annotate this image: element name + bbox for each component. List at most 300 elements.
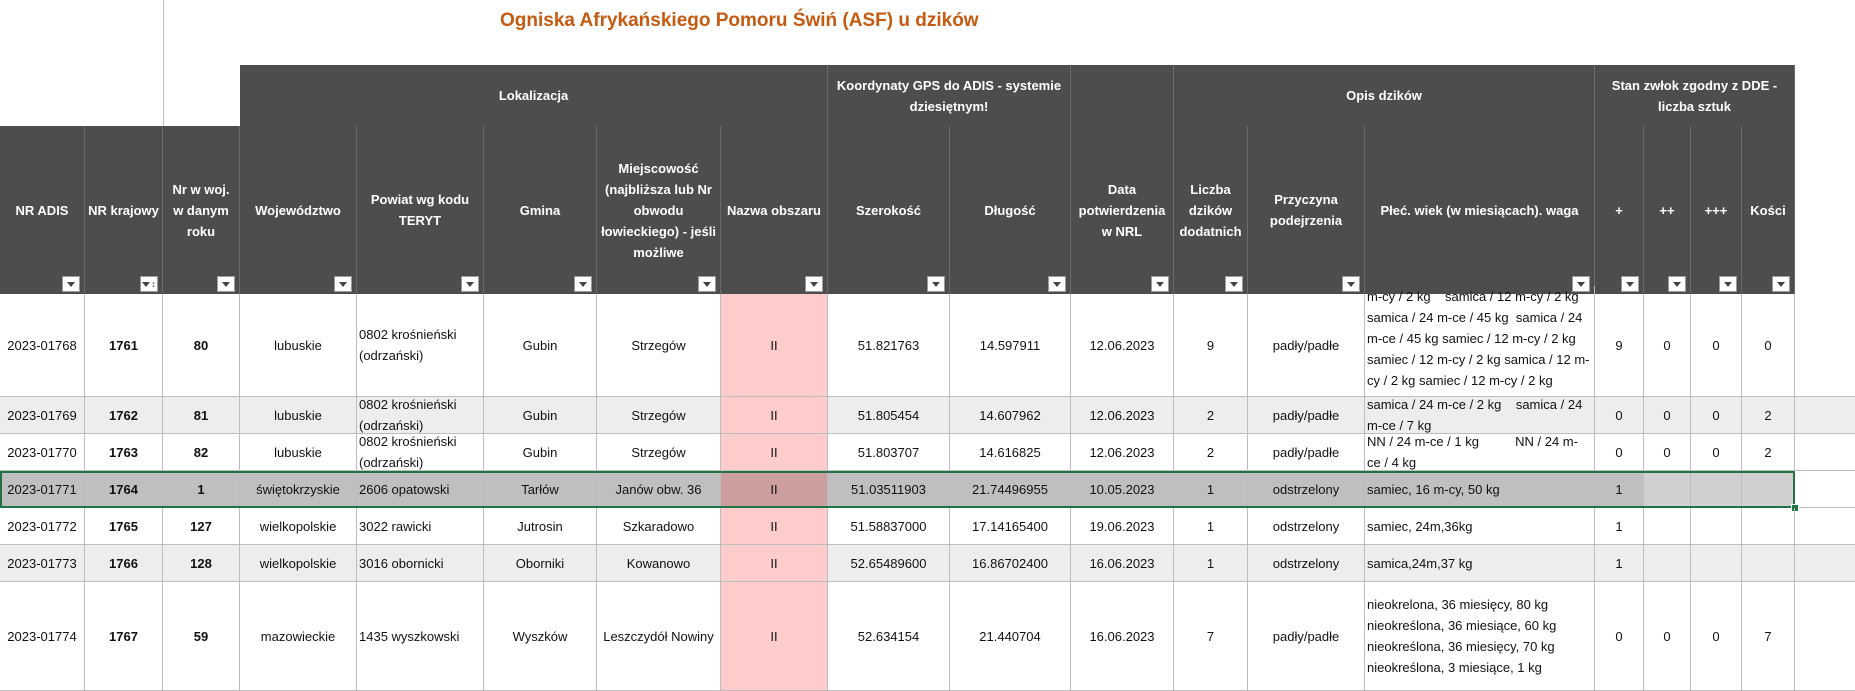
- chevron-down-icon: [932, 282, 940, 287]
- col-header-label: Powiat wg kodu TERYT: [370, 192, 470, 228]
- cell-nr-krajowy[interactable]: [85, 434, 163, 470]
- cell-powiat-text: 0802 krośnieński (odrzański): [359, 434, 457, 470]
- cell-opis-dzikow-text: nieokrelona, 36 miesięcy, 80 kg nieokreślona, 36 miesiące, 60 kg nieokreślona, 36 miesięcy, 70 kg nieokreślona, 3 miesiące, 1 kg: [1367, 597, 1557, 675]
- cell-stan-plus[interactable]: [1595, 545, 1644, 581]
- cell-stan-plus-text: 0: [1615, 444, 1623, 460]
- filter-dropdown-button[interactable]: [698, 276, 716, 292]
- cell-kosci[interactable]: [1742, 582, 1795, 690]
- cell-szerokosc[interactable]: [828, 545, 950, 581]
- col-header-wojewodztwo: [240, 126, 357, 294]
- cell-nr-adis-text: 2023-01772: [7, 518, 77, 534]
- col-header-opis: [1365, 126, 1595, 294]
- cell-stan-plus-plus-plus[interactable]: [1691, 434, 1742, 470]
- cell-liczba-dzikow[interactable]: [1174, 545, 1248, 581]
- col-header-label: NR ADIS: [15, 202, 69, 218]
- cell-nazwa-obszaru-text: II: [770, 337, 778, 353]
- cell-przyczyna-text: padły/padłe: [1272, 337, 1340, 353]
- cell-stan-plus-plus-plus-text: 0: [1712, 628, 1720, 644]
- cell-stan-plus[interactable]: [1595, 397, 1644, 433]
- cell-stan-plus-plus[interactable]: [1644, 434, 1691, 470]
- cell-gmina-text: Tarłów: [521, 481, 559, 497]
- cell-kosci[interactable]: [1742, 508, 1795, 544]
- cell-powiat[interactable]: [357, 397, 484, 433]
- col-header-label: Szerokość: [855, 202, 922, 218]
- filter-dropdown-button[interactable]: [62, 276, 80, 292]
- cell-opis-dzikow[interactable]: [1365, 434, 1595, 470]
- cell-liczba-dzikow-text: 1: [1206, 555, 1215, 571]
- cell-powiat[interactable]: [357, 294, 484, 396]
- col-header-label: +: [1615, 202, 1623, 218]
- cell-szerokosc[interactable]: [828, 294, 950, 396]
- chevron-down-icon: [1347, 282, 1355, 287]
- col-header-label: Nr w woj. w danym roku: [172, 181, 230, 239]
- col-header-label: ++: [1659, 202, 1675, 218]
- cell-nr-krajowy-text: 1766: [109, 555, 138, 571]
- cell-data-potwierdzenia[interactable]: [1071, 545, 1174, 581]
- cell-opis-dzikow-text: NN / 24 m-ce / 1 kg NN / 24 m- ce / 4 kg: [1367, 434, 1578, 470]
- cell-miejscowosc-text: Kowanowo: [626, 555, 691, 571]
- cell-szerokosc-text: 51.803707: [857, 444, 920, 460]
- col-header-liczba-dzikow: [1174, 126, 1248, 294]
- cell-nazwa-obszaru[interactable]: [721, 508, 828, 544]
- cell-szerokosc-text: 51.03511903: [851, 481, 926, 497]
- cell-wojewodztwo[interactable]: [240, 471, 357, 507]
- cell-kosci[interactable]: [1742, 294, 1795, 396]
- sheet-title: Ogniska Afrykańskiego Pomoru Świń (ASF) u dzików: [500, 10, 979, 31]
- col-header-label: Data potwierdzenia w NRL: [1078, 181, 1166, 239]
- cell-nr-krajowy-text: 1762: [109, 407, 138, 423]
- cell-kosci-text: 2: [1764, 444, 1772, 460]
- cell-opis-dzikow[interactable]: [1365, 545, 1595, 581]
- cell-dlugosc-text: 14.607962: [979, 407, 1041, 423]
- table-row[interactable]: [0, 397, 1855, 434]
- cell-nazwa-obszaru-text: II: [770, 444, 778, 460]
- cell-przyczyna-text: padły/padłe: [1272, 407, 1340, 423]
- chevron-down-icon: [1053, 282, 1061, 287]
- cell-stan-plus[interactable]: [1595, 508, 1644, 544]
- filter-dropdown-button[interactable]: [461, 276, 479, 292]
- cell-stan-plus-text: 1: [1615, 555, 1623, 571]
- cell-szerokosc-text: 52.65489600: [850, 555, 927, 571]
- cell-dlugosc[interactable]: [950, 434, 1071, 470]
- cell-dlugosc-text: 17.14165400: [972, 518, 1048, 534]
- cell-nr-adis[interactable]: [0, 434, 85, 470]
- chevron-down-icon: [703, 282, 711, 287]
- cell-wojewodztwo-text: wielkopolskie: [259, 518, 337, 534]
- cell-stan-plus[interactable]: [1595, 471, 1644, 507]
- cell-wojewodztwo-text: lubuskie: [274, 337, 322, 353]
- table-row[interactable]: [0, 582, 1855, 691]
- cell-miejscowosc-text: Strzegów: [631, 444, 686, 460]
- cell-nazwa-obszaru[interactable]: [721, 434, 828, 470]
- cell-liczba-dzikow-text: 2: [1206, 444, 1215, 460]
- cell-miejscowosc-text: Leszczydół Nowiny: [603, 628, 714, 644]
- filter-dropdown-button[interactable]: [217, 276, 235, 292]
- cell-nr-adis[interactable]: [0, 397, 85, 433]
- cell-nr-adis-text: 2023-01773: [7, 555, 77, 571]
- filter-dropdown-button[interactable]: [1772, 276, 1790, 292]
- cell-gmina-text: Gubin: [522, 444, 558, 460]
- cell-szerokosc[interactable]: [828, 471, 950, 507]
- cell-miejscowosc[interactable]: [597, 545, 721, 581]
- cell-kosci[interactable]: [1742, 397, 1795, 433]
- cell-liczba-dzikow[interactable]: [1174, 434, 1248, 470]
- cell-nazwa-obszaru-text: II: [770, 481, 778, 497]
- cell-nr-woj[interactable]: [163, 471, 240, 507]
- table-row[interactable]: [0, 434, 1855, 471]
- sort-icon: ↕: [151, 278, 156, 289]
- col-header-label: Nazwa obszaru: [727, 202, 821, 218]
- filter-dropdown-button[interactable]: [1668, 276, 1686, 292]
- cell-nr-woj[interactable]: [163, 294, 240, 396]
- filter-dropdown-button[interactable]: [927, 276, 945, 292]
- table-row[interactable]: [0, 289, 1855, 397]
- filter-dropdown-button[interactable]: [574, 276, 592, 292]
- cell-szerokosc[interactable]: [828, 434, 950, 470]
- cell-wojewodztwo-text: świętokrzyskie: [256, 481, 340, 497]
- col-header-label: Płeć. wiek (w miesiącach). waga: [1380, 202, 1579, 218]
- cell-kosci[interactable]: [1742, 545, 1795, 581]
- cell-nr-adis[interactable]: [0, 582, 85, 690]
- cell-powiat[interactable]: [357, 545, 484, 581]
- cell-dlugosc[interactable]: [950, 582, 1071, 690]
- cell-szerokosc-text: 51.805454: [857, 407, 920, 423]
- cell-stan-plus[interactable]: [1595, 434, 1644, 470]
- col-header-label: Liczba dzików dodatnich: [1179, 181, 1242, 239]
- cell-miejscowosc[interactable]: [597, 397, 721, 433]
- cell-nr-krajowy[interactable]: [85, 582, 163, 690]
- cell-opis-dzikow-text: m-cy / 2 kg samica / 12 m-cy / 2 kg samica / 24 m-ce / 45 kg samica / 24 m-ce / 45 kg samiec / 12 m-cy / 2 kg samiec / 12 m-cy / 2 kg samica / 12 m- cy / 2 kg samiec / 12 m-cy / 2 kg: [1367, 289, 1590, 388]
- cell-gmina-text: Gubin: [522, 337, 558, 353]
- col-header-label: Długość: [984, 202, 1036, 218]
- col-header-nr-krajowy: [85, 126, 163, 294]
- table-row[interactable]: [0, 508, 1855, 545]
- cell-nr-woj[interactable]: [163, 582, 240, 690]
- cell-gmina-text: Gubin: [522, 407, 558, 423]
- cell-stan-plus-plus-plus[interactable]: [1691, 582, 1742, 690]
- filter-dropdown-button[interactable]: [1719, 276, 1737, 292]
- col-header-gmina: [484, 126, 597, 294]
- cell-dlugosc-text: 14.616825: [979, 444, 1041, 460]
- col-header-data-potwierdzenia: [1071, 126, 1174, 294]
- cell-nr-adis-text: 2023-01768: [7, 337, 77, 353]
- cell-gmina[interactable]: [484, 397, 597, 433]
- cell-data-potwierdzenia[interactable]: [1071, 582, 1174, 690]
- cell-liczba-dzikow[interactable]: [1174, 397, 1248, 433]
- cell-liczba-dzikow-text: 7: [1206, 628, 1215, 644]
- cell-nr-adis[interactable]: [0, 294, 85, 396]
- cell-nr-krajowy[interactable]: [85, 397, 163, 433]
- cell-kosci[interactable]: [1742, 434, 1795, 470]
- cell-data-potwierdzenia-text: 16.06.2023: [1089, 628, 1155, 644]
- cell-stan-plus-plus[interactable]: [1644, 582, 1691, 690]
- cell-powiat-text: 0802 krośnieński (odrzański): [359, 397, 457, 433]
- group-header-lokalizacja: Lokalizacja: [240, 65, 828, 126]
- cell-miejscowosc-text: Szkaradowo: [622, 518, 695, 534]
- cell-gmina-text: Wyszków: [512, 628, 568, 644]
- cell-nazwa-obszaru[interactable]: [721, 294, 828, 396]
- cell-powiat[interactable]: [357, 582, 484, 690]
- cell-przyczyna[interactable]: [1248, 471, 1365, 507]
- cell-nazwa-obszaru-text: II: [770, 628, 778, 644]
- col-header-kosci: [1742, 126, 1795, 294]
- cell-nr-krajowy[interactable]: [85, 294, 163, 396]
- cell-stan-plus-plus-plus[interactable]: [1691, 471, 1742, 507]
- filter-dropdown-button[interactable]: [1151, 276, 1169, 292]
- cell-nr-adis[interactable]: [0, 545, 85, 581]
- cell-liczba-dzikow-text: 1: [1206, 481, 1215, 497]
- cell-nazwa-obszaru[interactable]: [721, 545, 828, 581]
- cell-opis-dzikow[interactable]: [1365, 397, 1595, 433]
- cell-dlugosc[interactable]: [950, 508, 1071, 544]
- col-header-powiat: [357, 126, 484, 294]
- cell-data-potwierdzenia-text: 12.06.2023: [1089, 407, 1155, 423]
- cell-gmina-text: Oborniki: [515, 555, 565, 571]
- cell-przyczyna[interactable]: [1248, 582, 1365, 690]
- col-header-label: Przyczyna podejrzenia: [1269, 192, 1343, 228]
- cell-miejscowosc[interactable]: [597, 434, 721, 470]
- col-header-label: Gmina: [519, 202, 561, 218]
- chevron-down-icon: [142, 282, 150, 287]
- cell-szerokosc[interactable]: [828, 508, 950, 544]
- cell-liczba-dzikow[interactable]: [1174, 508, 1248, 544]
- filter-dropdown-button[interactable]: [805, 276, 823, 292]
- cell-stan-plus-plus-plus[interactable]: [1691, 508, 1742, 544]
- cell-nr-adis-text: 2023-01770: [7, 444, 77, 460]
- filter-dropdown-button[interactable]: [1621, 276, 1639, 292]
- col-header-plus-plus: [1644, 126, 1691, 294]
- cell-data-potwierdzenia[interactable]: [1071, 434, 1174, 470]
- cell-nr-adis-text: 2023-01771: [7, 481, 77, 497]
- cell-kosci-text: 2: [1764, 407, 1772, 423]
- cell-data-potwierdzenia-text: 12.06.2023: [1089, 337, 1155, 353]
- cell-gmina[interactable]: [484, 508, 597, 544]
- cell-stan-plus[interactable]: [1595, 294, 1644, 396]
- cell-stan-plus-text: 9: [1615, 337, 1623, 353]
- cell-data-potwierdzenia[interactable]: [1071, 471, 1174, 507]
- cell-stan-plus-text: 0: [1615, 628, 1623, 644]
- cell-wojewodztwo[interactable]: [240, 397, 357, 433]
- cell-przyczyna[interactable]: [1248, 434, 1365, 470]
- cell-stan-plus-plus[interactable]: [1644, 294, 1691, 396]
- cell-nr-krajowy-text: 1763: [109, 444, 138, 460]
- cell-miejscowosc-text: Strzegów: [631, 337, 686, 353]
- cell-miejscowosc[interactable]: [597, 471, 721, 507]
- cell-opis-dzikow[interactable]: [1365, 286, 1595, 396]
- cell-powiat-text: 3016 obornicki: [359, 555, 444, 571]
- cell-liczba-dzikow[interactable]: [1174, 294, 1248, 396]
- cell-nr-krajowy-text: 1765: [109, 518, 138, 534]
- cell-dlugosc-text: 14.597911: [979, 337, 1041, 353]
- col-header-plus: [1595, 126, 1644, 294]
- cell-nr-adis[interactable]: [0, 508, 85, 544]
- cell-dlugosc[interactable]: [950, 397, 1071, 433]
- filter-dropdown-button[interactable]: [1225, 276, 1243, 292]
- col-header-dlugosc: [950, 126, 1071, 294]
- cell-stan-plus-text: 0: [1615, 407, 1623, 423]
- cell-stan-plus-plus-plus[interactable]: [1691, 545, 1742, 581]
- cell-opis-dzikow[interactable]: [1365, 471, 1595, 507]
- cell-nr-woj-text: 128: [190, 555, 212, 571]
- cell-data-potwierdzenia[interactable]: [1071, 397, 1174, 433]
- col-header-szerokosc: [828, 126, 950, 294]
- cell-nr-woj[interactable]: [163, 397, 240, 433]
- cell-nr-krajowy[interactable]: [85, 508, 163, 544]
- filter-dropdown-button[interactable]: [334, 276, 352, 292]
- cell-gmina[interactable]: [484, 294, 597, 396]
- cell-powiat-text: 3022 rawicki: [359, 518, 432, 534]
- cell-powiat-text: 1435 wyszkowski: [359, 628, 460, 644]
- cell-wojewodztwo[interactable]: [240, 582, 357, 690]
- cell-przyczyna[interactable]: [1248, 397, 1365, 433]
- cell-stan-plus-plus[interactable]: [1644, 508, 1691, 544]
- cell-przyczyna[interactable]: [1248, 294, 1365, 396]
- cell-nr-woj-text: 82: [193, 444, 209, 460]
- cell-data-potwierdzenia-text: 16.06.2023: [1089, 555, 1155, 571]
- cell-dlugosc[interactable]: [950, 471, 1071, 507]
- cell-stan-plus-plus-plus[interactable]: [1691, 294, 1742, 396]
- cell-gmina[interactable]: [484, 582, 597, 690]
- cell-nr-adis-text: 2023-01774: [7, 628, 77, 644]
- cell-nr-woj[interactable]: [163, 508, 240, 544]
- col-header-przyczyna: [1248, 126, 1365, 294]
- cell-nazwa-obszaru[interactable]: [721, 582, 828, 690]
- cell-liczba-dzikow[interactable]: [1174, 582, 1248, 690]
- cell-stan-plus-plus-plus[interactable]: [1691, 397, 1742, 433]
- cell-gmina[interactable]: [484, 471, 597, 507]
- cell-stan-plus-text: 1: [1615, 481, 1623, 497]
- cell-nr-woj-text: 59: [193, 628, 209, 644]
- cell-miejscowosc-text: Janów obw. 36: [615, 481, 702, 497]
- cell-liczba-dzikow-text: 9: [1206, 337, 1215, 353]
- chevron-down-icon: [579, 282, 587, 287]
- cell-data-potwierdzenia[interactable]: [1071, 294, 1174, 396]
- cell-dlugosc[interactable]: [950, 294, 1071, 396]
- cell-stan-plus-plus-plus-text: 0: [1712, 444, 1720, 460]
- cell-przyczyna[interactable]: [1248, 545, 1365, 581]
- cell-powiat[interactable]: [357, 471, 484, 507]
- cell-nr-woj-text: 1: [197, 481, 205, 497]
- col-header-nazwa-obszaru: [721, 126, 828, 294]
- cell-nr-adis[interactable]: [0, 471, 85, 507]
- chevron-down-icon: [466, 282, 474, 287]
- cell-nr-krajowy[interactable]: [85, 471, 163, 507]
- cell-kosci-text: 0: [1764, 337, 1772, 353]
- cell-stan-plus-plus-plus-text: 0: [1712, 337, 1720, 353]
- filter-dropdown-button[interactable]: [1342, 276, 1360, 292]
- group-header-opis-dzikow: Opis dzików: [1174, 65, 1595, 126]
- chevron-down-icon: [222, 282, 230, 287]
- cell-nr-adis-text: 2023-01769: [7, 407, 77, 423]
- cell-wojewodztwo[interactable]: [240, 545, 357, 581]
- col-header-label: +++: [1704, 202, 1728, 218]
- chevron-down-icon: [1156, 282, 1164, 287]
- cell-nazwa-obszaru-text: II: [770, 555, 778, 571]
- cell-nr-woj-text: 80: [193, 337, 209, 353]
- cell-opis-dzikow-text: samiec, 16 m-cy, 50 kg: [1367, 481, 1500, 497]
- cell-powiat-text: 0802 krośnieński (odrzański): [359, 327, 457, 363]
- cell-miejscowosc[interactable]: [597, 508, 721, 544]
- col-header-label: Miejscowość (najbliższa lub Nr obwodu łowieckiego) - jeśli możliwe: [601, 160, 716, 260]
- cell-stan-plus-plus[interactable]: [1644, 545, 1691, 581]
- cell-powiat[interactable]: [357, 434, 484, 470]
- cell-data-potwierdzenia-text: 12.06.2023: [1089, 444, 1155, 460]
- cell-stan-plus[interactable]: [1595, 582, 1644, 690]
- cell-nazwa-obszaru[interactable]: [721, 471, 828, 507]
- cell-wojewodztwo-text: lubuskie: [274, 444, 322, 460]
- cell-szerokosc-text: 51.821763: [857, 337, 920, 353]
- cell-stan-plus-text: 1: [1615, 518, 1623, 534]
- cell-opis-dzikow-text: samica / 24 m-ce / 2 kg samica / 24 m-ce / 7 kg: [1367, 397, 1583, 433]
- cell-nr-woj[interactable]: [163, 545, 240, 581]
- cell-nr-woj[interactable]: [163, 434, 240, 470]
- cell-przyczyna-text: odstrzelony: [1272, 518, 1340, 534]
- cell-przyczyna-text: padły/padłe: [1272, 628, 1340, 644]
- cell-dlugosc-text: 21.440704: [979, 628, 1041, 644]
- group-header-stan-zwlok: Stan zwłok zgodny z DDE - liczba sztuk: [1595, 65, 1795, 126]
- cell-data-potwierdzenia[interactable]: [1071, 508, 1174, 544]
- col-header-nr-adis: [0, 126, 85, 294]
- col-header-miejscowosc: [597, 126, 721, 294]
- col-header-plus-plus-plus: [1691, 126, 1742, 294]
- cell-gmina[interactable]: [484, 545, 597, 581]
- cell-wojewodztwo[interactable]: [240, 508, 357, 544]
- cell-powiat-text: 2606 opatowski: [359, 481, 450, 497]
- cell-dlugosc[interactable]: [950, 545, 1071, 581]
- cell-szerokosc[interactable]: [828, 582, 950, 690]
- cell-nr-krajowy[interactable]: [85, 545, 163, 581]
- cell-opis-dzikow[interactable]: [1365, 582, 1595, 690]
- cell-kosci[interactable]: [1742, 471, 1795, 507]
- cell-wojewodztwo[interactable]: [240, 294, 357, 396]
- cell-liczba-dzikow-text: 2: [1206, 407, 1215, 423]
- table-row[interactable]: [0, 545, 1855, 582]
- cell-powiat[interactable]: [357, 508, 484, 544]
- table-row[interactable]: [0, 471, 1855, 508]
- cell-miejscowosc-text: Strzegów: [631, 407, 686, 423]
- cell-nr-woj-text: 127: [190, 518, 212, 534]
- cell-dlugosc-text: 21.74496955: [972, 481, 1048, 497]
- cell-miejscowosc[interactable]: [597, 582, 721, 690]
- cell-opis-dzikow[interactable]: [1365, 508, 1595, 544]
- cell-stan-plus-plus[interactable]: [1644, 397, 1691, 433]
- cell-stan-plus-plus-text: 0: [1663, 628, 1671, 644]
- cell-nazwa-obszaru[interactable]: [721, 397, 828, 433]
- cell-wojewodztwo-text: mazowieckie: [260, 628, 336, 644]
- cell-gmina[interactable]: [484, 434, 597, 470]
- cell-wojewodztwo[interactable]: [240, 434, 357, 470]
- cell-gmina-text: Jutrosin: [517, 518, 563, 534]
- cell-nr-krajowy-text: 1767: [109, 628, 138, 644]
- col-header-label: NR krajowy: [88, 202, 159, 218]
- gridline: [163, 0, 164, 126]
- cell-stan-plus-plus[interactable]: [1644, 471, 1691, 507]
- cell-stan-plus-plus-text: 0: [1663, 444, 1671, 460]
- cell-przyczyna-text: odstrzelony: [1272, 481, 1340, 497]
- cell-data-potwierdzenia-text: 10.05.2023: [1089, 481, 1155, 497]
- cell-miejscowosc[interactable]: [597, 294, 721, 396]
- sort-filter-dropdown-button[interactable]: [140, 276, 158, 292]
- filter-dropdown-button[interactable]: [1048, 276, 1066, 292]
- chevron-down-icon: [1724, 282, 1732, 287]
- cell-przyczyna[interactable]: [1248, 508, 1365, 544]
- cell-szerokosc[interactable]: [828, 397, 950, 433]
- cell-opis-dzikow-text: samiec, 24m,36kg: [1367, 518, 1473, 534]
- cell-liczba-dzikow[interactable]: [1174, 471, 1248, 507]
- cell-przyczyna-text: odstrzelony: [1272, 555, 1340, 571]
- cell-data-potwierdzenia-text: 19.06.2023: [1089, 518, 1155, 534]
- group-header-blank-1: [1071, 65, 1174, 126]
